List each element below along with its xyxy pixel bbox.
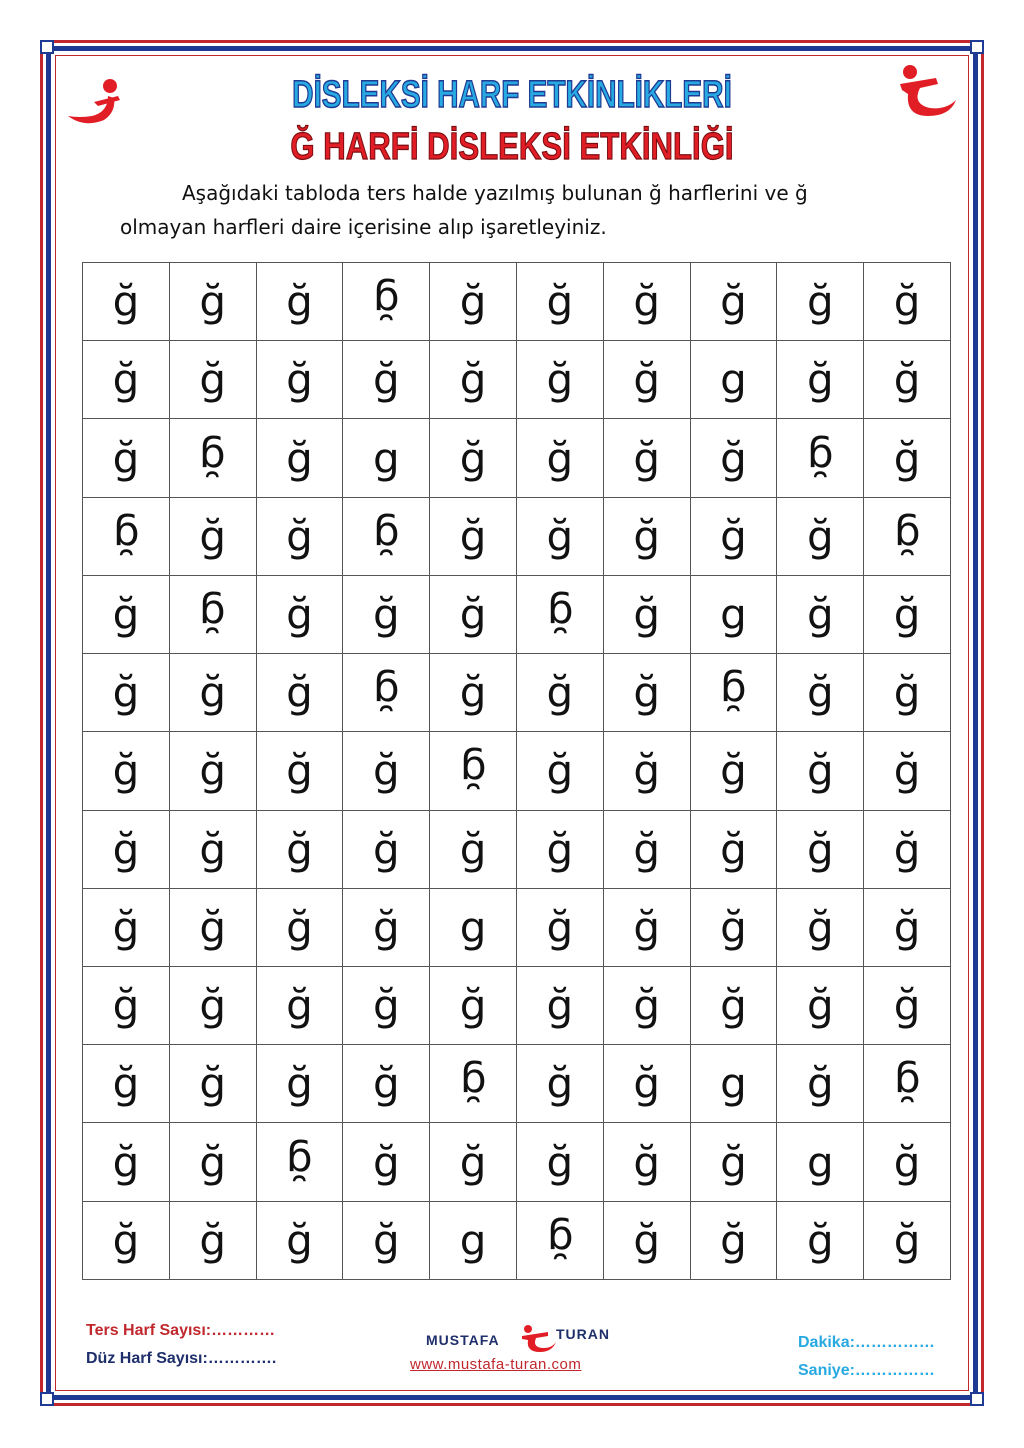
instructions-line-2: olmayan harfleri daire içerisine alıp işaretleyiniz. [120, 215, 607, 239]
letter: ğ [286, 746, 313, 796]
letter-cell[interactable] [777, 654, 864, 732]
brand-runner-icon [518, 1324, 558, 1352]
letter-cell[interactable] [603, 810, 690, 888]
letter-cell[interactable] [864, 1123, 951, 1201]
letter: ğ [633, 589, 661, 639]
letter-cell[interactable] [343, 810, 430, 888]
letter: ğ [112, 824, 140, 874]
letter: ğ [286, 1059, 313, 1109]
letter: ğ [459, 981, 487, 1031]
letter-cell[interactable] [430, 810, 517, 888]
letter-cell[interactable] [777, 419, 864, 497]
letter-cell[interactable] [777, 263, 864, 341]
letter: ğ [459, 1137, 487, 1187]
letter: ğ [459, 511, 487, 561]
reversed-letter: ğ [546, 1215, 574, 1265]
letter: ğ [286, 902, 313, 952]
letter: ğ [286, 589, 313, 639]
letter: ğ [459, 824, 487, 874]
letter-cell[interactable] [83, 732, 170, 810]
instructions [120, 176, 920, 244]
letter-cell[interactable] [864, 419, 951, 497]
letter: ğ [806, 277, 834, 327]
letter-cell[interactable] [603, 1045, 690, 1123]
letter: ğ [633, 433, 661, 483]
letter-cell[interactable] [430, 966, 517, 1044]
letter: g [720, 1059, 747, 1109]
letter: ğ [199, 1137, 227, 1187]
letter-cell[interactable] [83, 263, 170, 341]
letter-cell[interactable] [343, 654, 430, 732]
letter: ğ [199, 746, 227, 796]
letter: ğ [112, 668, 140, 718]
letter: ğ [633, 1137, 661, 1187]
seconds-label: Saniye:…………… [798, 1362, 935, 1379]
letter-cell[interactable] [343, 1201, 430, 1279]
letter-cell[interactable] [169, 654, 256, 732]
letter: ğ [720, 433, 747, 483]
letter: ğ [546, 981, 574, 1031]
letter-cell[interactable] [864, 497, 951, 575]
letter: ğ [546, 277, 574, 327]
letter-cell[interactable] [256, 419, 343, 497]
letter: ğ [199, 902, 227, 952]
letter: ğ [806, 589, 834, 639]
letter-cell[interactable] [516, 654, 603, 732]
letter-cell[interactable] [777, 888, 864, 966]
letter-cell[interactable] [603, 1201, 690, 1279]
letter: ğ [633, 277, 661, 327]
letter: ğ [806, 511, 834, 561]
letter-cell[interactable] [516, 888, 603, 966]
letter-cell[interactable] [169, 966, 256, 1044]
letter-cell[interactable] [83, 654, 170, 732]
letter-cell[interactable] [690, 263, 777, 341]
letter: ğ [372, 1059, 400, 1109]
letter-cell[interactable] [83, 888, 170, 966]
letter-cell[interactable] [343, 1123, 430, 1201]
letter-cell[interactable] [169, 419, 256, 497]
grid-row [83, 1045, 951, 1123]
letter: ğ [720, 1137, 747, 1187]
letter-cell[interactable] [603, 966, 690, 1044]
reversed-letter: ğ [893, 511, 921, 561]
letter: g [459, 1215, 487, 1265]
letter: ğ [286, 433, 313, 483]
letter-cell[interactable] [864, 888, 951, 966]
letter-cell[interactable] [169, 1123, 256, 1201]
letter-cell[interactable] [864, 341, 951, 419]
letter: ğ [112, 589, 140, 639]
letter: ğ [199, 981, 227, 1031]
reversed-letter: ğ [372, 511, 400, 561]
reversed-letter: ğ [286, 1137, 313, 1187]
letter-cell[interactable] [256, 888, 343, 966]
letter: ğ [372, 589, 400, 639]
letter-cell[interactable] [516, 497, 603, 575]
letter-cell[interactable] [169, 263, 256, 341]
letter: ğ [893, 1137, 921, 1187]
letter: ğ [720, 1215, 747, 1265]
letter: ğ [372, 746, 400, 796]
letter-cell[interactable] [516, 1201, 603, 1279]
letter-cell[interactable] [343, 419, 430, 497]
letter-grid [82, 262, 951, 1280]
letter-cell[interactable] [690, 575, 777, 653]
letter-cell[interactable] [516, 419, 603, 497]
letter-cell[interactable] [864, 966, 951, 1044]
letter-cell[interactable] [343, 888, 430, 966]
letter-cell[interactable] [777, 810, 864, 888]
letter-cell[interactable] [690, 1201, 777, 1279]
letter-cell[interactable] [516, 732, 603, 810]
letter-cell[interactable] [777, 497, 864, 575]
letter: ğ [459, 433, 487, 483]
letter: ğ [893, 824, 921, 874]
letter: ğ [459, 589, 487, 639]
letter: ğ [806, 902, 834, 952]
letter-cell[interactable] [777, 966, 864, 1044]
corner-ornament-top-right [970, 40, 984, 54]
letter: ğ [893, 981, 921, 1031]
letter-cell[interactable] [430, 1123, 517, 1201]
letter: ğ [199, 1059, 227, 1109]
letter-cell[interactable] [256, 810, 343, 888]
letter: ğ [199, 1215, 227, 1265]
letter-cell[interactable] [169, 575, 256, 653]
letter-cell[interactable] [777, 1045, 864, 1123]
letter: ğ [112, 355, 140, 405]
letter: ğ [546, 668, 574, 718]
letter: ğ [893, 355, 921, 405]
reversed-letter: ğ [893, 1059, 921, 1109]
letter: ğ [112, 277, 140, 327]
instructions-line-1: Aşağıdaki tabloda ters halde yazılmış bulunan ğ harflerini ve ğ [182, 181, 808, 205]
letter-cell[interactable] [690, 1123, 777, 1201]
letter-cell[interactable] [864, 575, 951, 653]
letter: ğ [893, 668, 921, 718]
letter-cell[interactable] [256, 497, 343, 575]
letter-cell[interactable] [690, 888, 777, 966]
letter-cell[interactable] [603, 419, 690, 497]
letter-cell[interactable] [603, 575, 690, 653]
letter-cell[interactable] [343, 263, 430, 341]
letter-cell[interactable] [256, 341, 343, 419]
letter: ğ [720, 511, 747, 561]
letter-cell[interactable] [169, 888, 256, 966]
letter-cell[interactable] [430, 732, 517, 810]
letter-cell[interactable] [169, 1201, 256, 1279]
letter-cell[interactable] [777, 732, 864, 810]
letter: ğ [893, 902, 921, 952]
grid-row [83, 1123, 951, 1201]
grid-row [83, 654, 951, 732]
letter-cell[interactable] [516, 575, 603, 653]
letter: g [720, 355, 747, 405]
letter: ğ [720, 902, 747, 952]
letter: g [806, 1137, 834, 1187]
letter-cell[interactable] [169, 341, 256, 419]
letter: ğ [199, 824, 227, 874]
letter-cell[interactable] [343, 497, 430, 575]
letter-cell[interactable] [256, 575, 343, 653]
grid-row [83, 1201, 951, 1279]
letter: ğ [633, 511, 661, 561]
letter-cell[interactable] [256, 1123, 343, 1201]
reversed-letter: ğ [459, 1059, 487, 1109]
letter-cell[interactable] [430, 497, 517, 575]
letter: ğ [633, 1059, 661, 1109]
letter: ğ [806, 355, 834, 405]
letter-cell[interactable] [690, 654, 777, 732]
letter: ğ [546, 746, 574, 796]
letter-cell[interactable] [83, 419, 170, 497]
letter-cell[interactable] [864, 810, 951, 888]
reverse-letter-count-label: Ters Harf Sayısı:………… [86, 1322, 276, 1339]
letter-cell[interactable] [169, 732, 256, 810]
letter-cell[interactable] [169, 497, 256, 575]
letter-cell[interactable] [690, 341, 777, 419]
letter: ğ [893, 277, 921, 327]
letter-cell[interactable] [83, 1123, 170, 1201]
letter-cell[interactable] [690, 419, 777, 497]
reversed-letter: ğ [720, 668, 747, 718]
letter-cell[interactable] [603, 732, 690, 810]
letter-cell[interactable] [343, 341, 430, 419]
corner-ornament-bottom-left [40, 1392, 54, 1406]
page-title: DİSLEKSİ HARF ETKİNLİKLERİ [292, 74, 732, 116]
letter: ğ [806, 824, 834, 874]
letter-cell[interactable] [690, 810, 777, 888]
brand-last-name: TURAN [556, 1326, 610, 1342]
letter: ğ [806, 1215, 834, 1265]
page-subtitle: Ğ HARFİ DİSLEKSİ ETKİNLİĞİ [290, 126, 734, 168]
reversed-letter: ğ [199, 589, 227, 639]
reversed-letter: ğ [459, 746, 487, 796]
letter-cell[interactable] [690, 966, 777, 1044]
letter-cell[interactable] [256, 263, 343, 341]
letter-cell[interactable] [690, 1045, 777, 1123]
letter-cell[interactable] [516, 966, 603, 1044]
grid-row [83, 810, 951, 888]
letter: ğ [372, 902, 400, 952]
letter-cell[interactable] [516, 263, 603, 341]
reversed-letter: ğ [372, 668, 400, 718]
letter: ğ [633, 1215, 661, 1265]
letter-cell[interactable] [430, 1045, 517, 1123]
letter: ğ [893, 433, 921, 483]
grid-row [83, 263, 951, 341]
letter: ğ [112, 746, 140, 796]
grid-row [83, 732, 951, 810]
grid-row [83, 888, 951, 966]
letter-cell[interactable] [83, 497, 170, 575]
letter: ğ [633, 355, 661, 405]
letter-cell[interactable] [516, 1045, 603, 1123]
letter: ğ [546, 355, 574, 405]
letter: ğ [112, 1215, 140, 1265]
letter-cell[interactable] [516, 341, 603, 419]
letter-cell[interactable] [777, 575, 864, 653]
letter-cell[interactable] [430, 575, 517, 653]
letter-cell[interactable] [256, 732, 343, 810]
grid-row [83, 497, 951, 575]
letter-cell[interactable] [690, 497, 777, 575]
letter: ğ [806, 981, 834, 1031]
letter: ğ [372, 1137, 400, 1187]
letter-cell[interactable] [343, 1045, 430, 1123]
letter-cell[interactable] [690, 732, 777, 810]
letter-cell[interactable] [864, 732, 951, 810]
reversed-letter: ğ [199, 433, 227, 483]
letter-cell[interactable] [169, 1045, 256, 1123]
reversed-letter: ğ [806, 433, 834, 483]
letter: ğ [720, 824, 747, 874]
letter: ğ [372, 824, 400, 874]
letter: ğ [112, 1137, 140, 1187]
brand-logo [426, 1324, 626, 1352]
letter-cell[interactable] [430, 419, 517, 497]
letter: ğ [286, 1215, 313, 1265]
letter: ğ [633, 824, 661, 874]
letter-cell[interactable] [864, 1045, 951, 1123]
letter-cell[interactable] [256, 966, 343, 1044]
letter-cell[interactable] [603, 263, 690, 341]
grid-row [83, 575, 951, 653]
letter: ğ [546, 1137, 574, 1187]
letter: ğ [720, 981, 747, 1031]
letter-cell[interactable] [343, 575, 430, 653]
letter-cell[interactable] [430, 654, 517, 732]
letter: ğ [199, 277, 227, 327]
corner-ornament-top-left [40, 40, 54, 54]
letter: ğ [286, 981, 313, 1031]
letter: g [372, 433, 400, 483]
grid-row [83, 966, 951, 1044]
grid-row [83, 341, 951, 419]
letter-cell[interactable] [83, 810, 170, 888]
letter-cell[interactable] [864, 1201, 951, 1279]
letter: ğ [286, 824, 313, 874]
letter: ğ [546, 433, 574, 483]
reversed-letter: ğ [546, 589, 574, 639]
letter: ğ [112, 433, 140, 483]
letter-cell[interactable] [430, 1201, 517, 1279]
letter-cell[interactable] [603, 654, 690, 732]
letter-cell[interactable] [83, 341, 170, 419]
letter-cell[interactable] [603, 341, 690, 419]
letter: ğ [633, 981, 661, 1031]
letter-cell[interactable] [256, 1045, 343, 1123]
letter-cell[interactable] [603, 497, 690, 575]
letter-cell[interactable] [430, 263, 517, 341]
letter-cell[interactable] [169, 810, 256, 888]
letter: ğ [286, 355, 313, 405]
letter: g [459, 902, 487, 952]
letter-cell[interactable] [83, 966, 170, 1044]
letter: ğ [633, 902, 661, 952]
letter-cell[interactable] [343, 732, 430, 810]
letter: ğ [720, 277, 747, 327]
letter-cell[interactable] [256, 654, 343, 732]
letter: ğ [286, 668, 313, 718]
letter: ğ [112, 1059, 140, 1109]
minutes-label: Dakika:…………… [798, 1334, 935, 1351]
letter-cell[interactable] [777, 341, 864, 419]
letter: ğ [286, 277, 313, 327]
letter-cell[interactable] [864, 263, 951, 341]
letter: ğ [806, 1059, 834, 1109]
letter-cell[interactable] [83, 575, 170, 653]
reversed-letter: ğ [112, 511, 140, 561]
letter: ğ [633, 746, 661, 796]
letter-cell[interactable] [516, 1123, 603, 1201]
letter: ğ [199, 511, 227, 561]
letter-cell[interactable] [83, 1045, 170, 1123]
letter: ğ [286, 511, 313, 561]
letter-cell[interactable] [603, 1123, 690, 1201]
letter: ğ [199, 355, 227, 405]
letter-cell[interactable] [430, 341, 517, 419]
letter: ğ [806, 668, 834, 718]
letter-cell[interactable] [864, 654, 951, 732]
letter: ğ [893, 589, 921, 639]
letter: ğ [546, 511, 574, 561]
letter-cell[interactable] [777, 1201, 864, 1279]
letter: ğ [546, 824, 574, 874]
letter: ğ [372, 355, 400, 405]
letter: ğ [112, 902, 140, 952]
letter-cell[interactable] [343, 966, 430, 1044]
brand-first-name: MUSTAFA [426, 1332, 500, 1348]
letter: g [720, 589, 747, 639]
letter-cell[interactable] [516, 810, 603, 888]
normal-letter-count-label: Düz Harf Sayısı:…………. [86, 1350, 277, 1367]
letter-cell[interactable] [603, 888, 690, 966]
letter: ğ [720, 746, 747, 796]
reversed-letter: ğ [372, 277, 400, 327]
letter: ğ [459, 355, 487, 405]
letter: ğ [372, 1215, 400, 1265]
letter: ğ [459, 668, 487, 718]
grid-row [83, 419, 951, 497]
letter: ğ [199, 668, 227, 718]
corner-ornament-bottom-right [970, 1392, 984, 1406]
letter: ğ [459, 277, 487, 327]
letter: ğ [546, 902, 574, 952]
letter: ğ [372, 981, 400, 1031]
website-link[interactable]: www.mustafa-turan.com [410, 1356, 582, 1373]
letter: ğ [893, 1215, 921, 1265]
letter: ğ [112, 981, 140, 1031]
letter: ğ [546, 1059, 574, 1109]
letter-cell[interactable] [83, 1201, 170, 1279]
letter-cell[interactable] [256, 1201, 343, 1279]
letter: ğ [806, 746, 834, 796]
letter-cell[interactable] [777, 1123, 864, 1201]
letter-cell[interactable] [430, 888, 517, 966]
letter: ğ [893, 746, 921, 796]
letter: ğ [633, 668, 661, 718]
